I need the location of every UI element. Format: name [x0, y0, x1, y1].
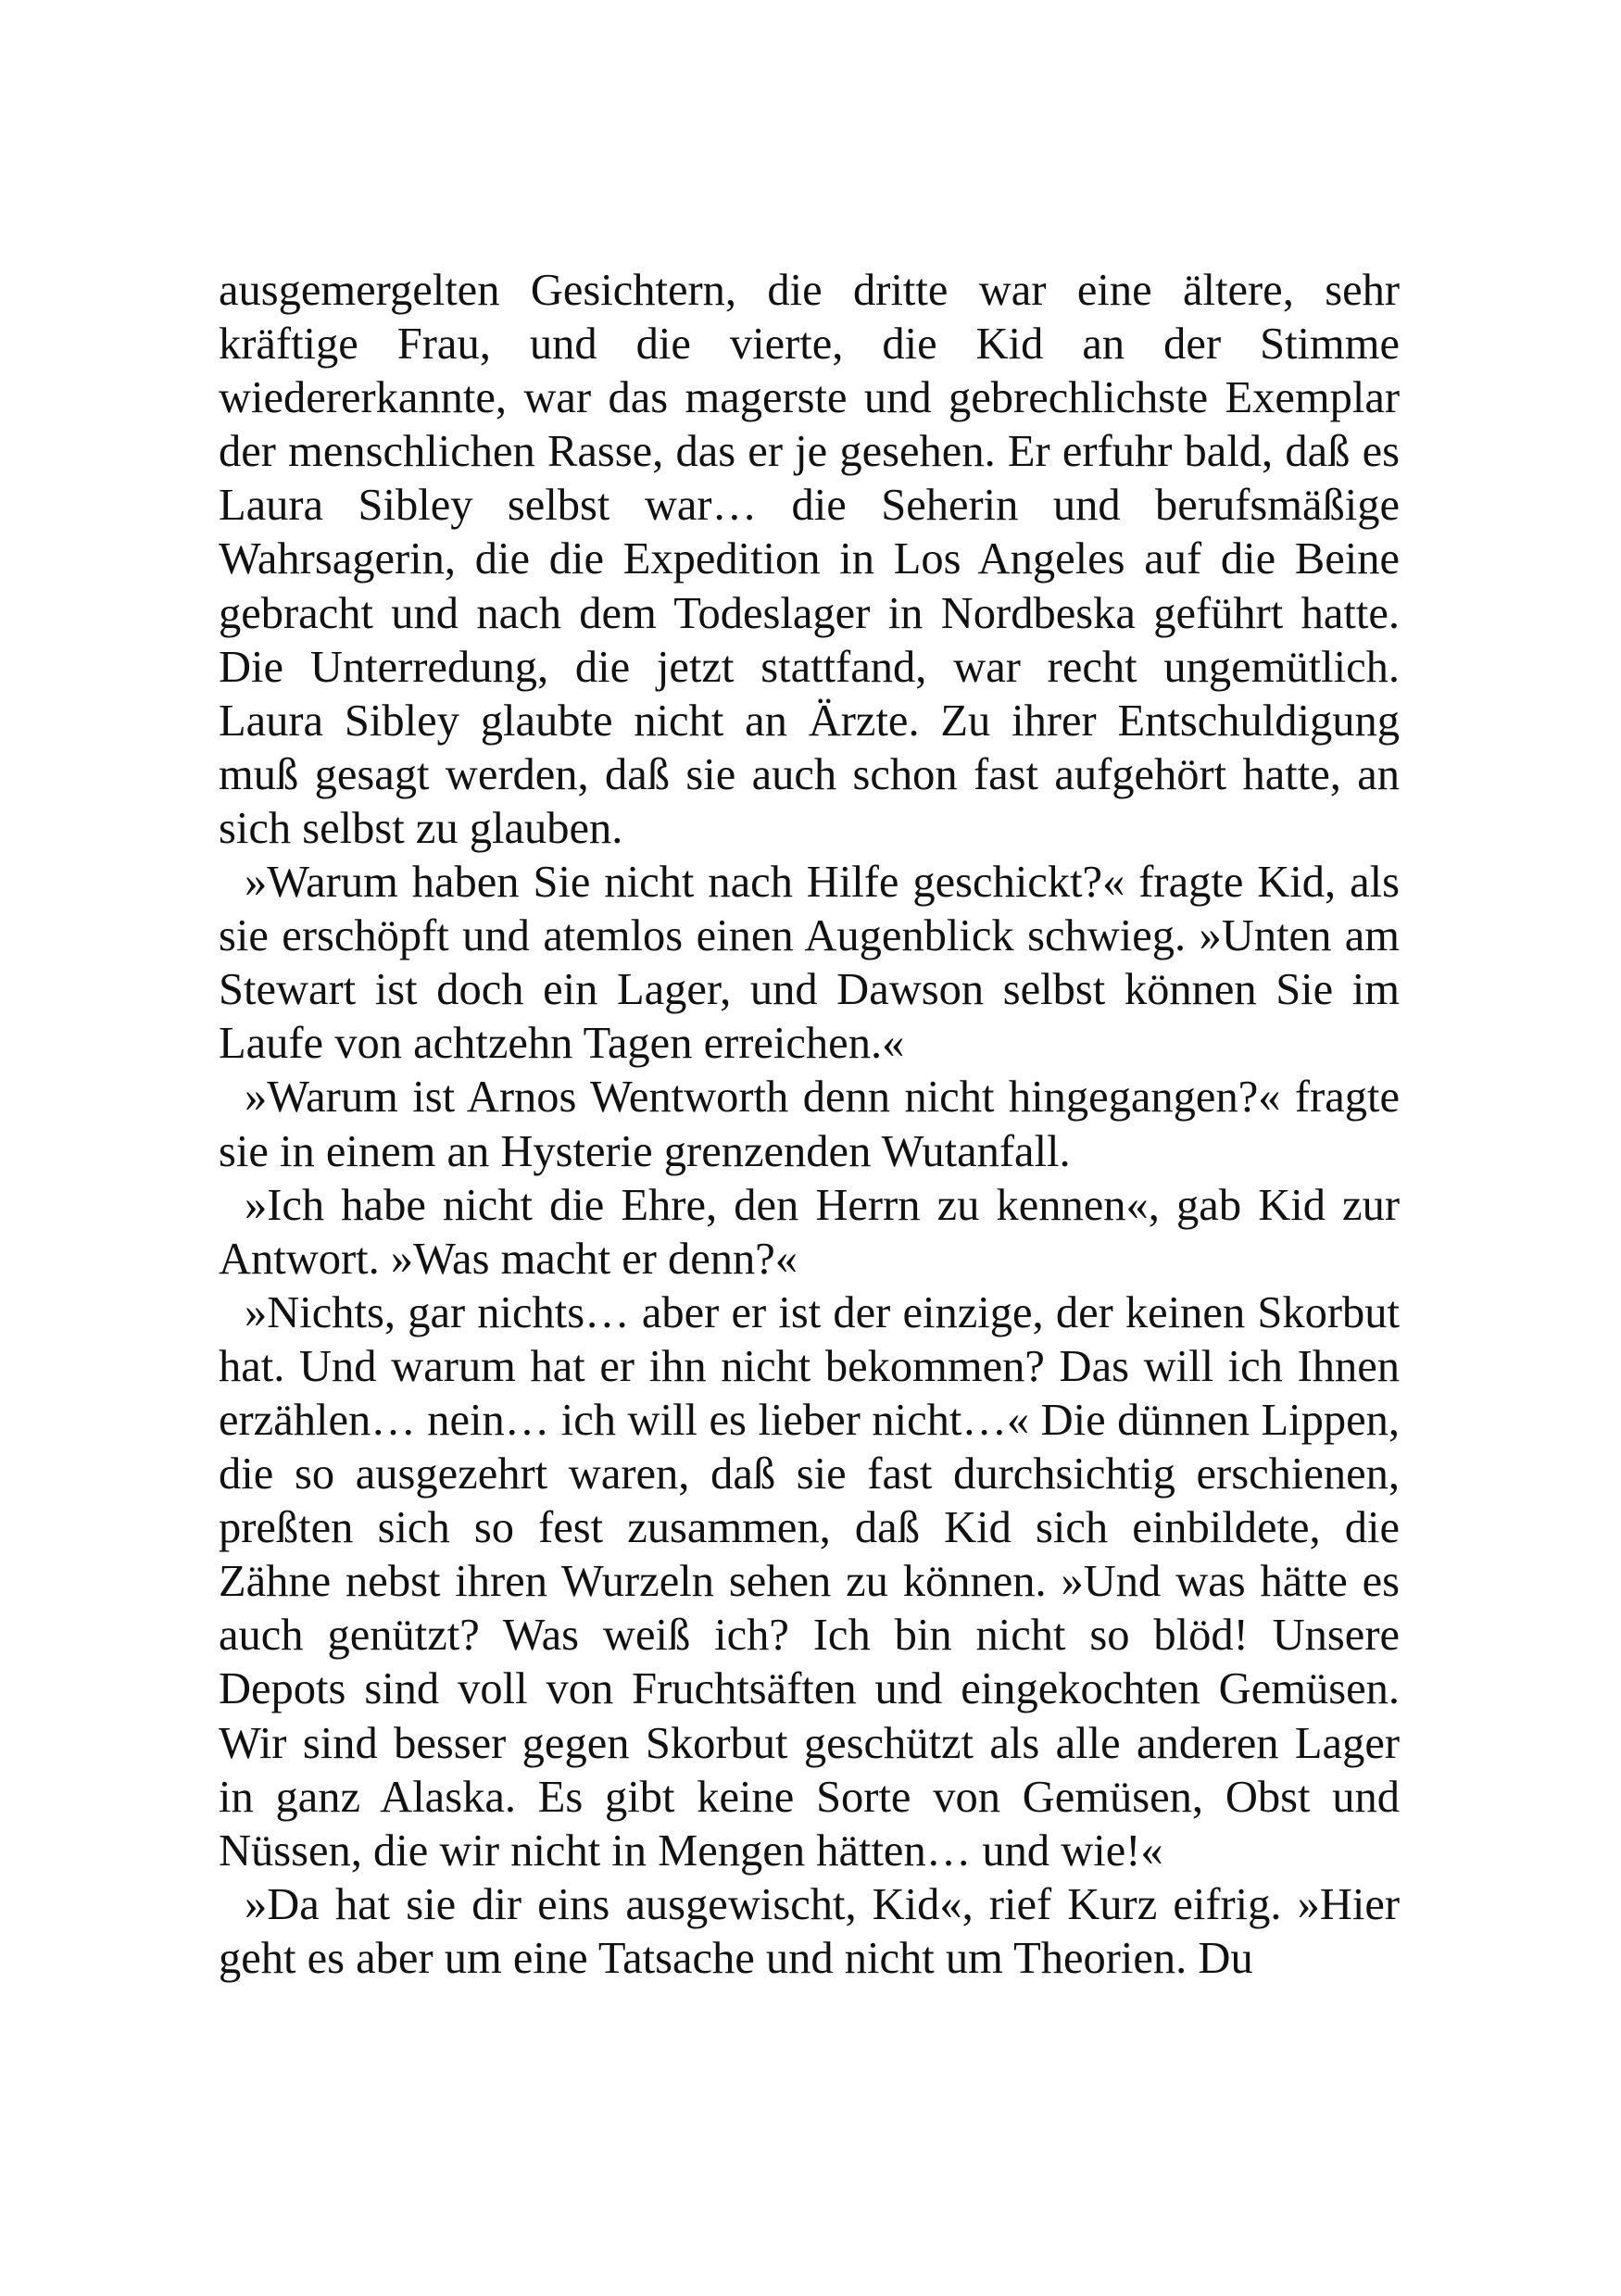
- paragraph-1: ausgemergelten Gesichtern, die dritte war eine ältere, sehr kräftige Frau, und die vierte, die Kid an der Stimme wiedererkannte, war das magerste und gebrechlichste Exemplar der menschlichen Rasse, das er je gesehen. Er erfuhr bald, daß es Laura Sibley selbst war… die Seherin und berufsmäßige Wahrsagerin, die die Expedition in Los Angeles auf die Beine gebracht und nach dem Todeslager in Nordbeska geführt hatte. Die Unterredung, die jetzt stattfand, war recht ungemütlich. Laura Sibley glaubte nicht an Ärzte. Zu ihrer Entschuldigung muß gesagt werden, daß sie auch schon fast aufgehört hatte, an sich selbst zu glauben.: [219, 266, 1400, 853]
- paragraph-4: »Ich habe nicht die Ehre, den Herrn zu kennen«, gab Kid zur Antwort. »Was macht er denn?«: [219, 1180, 1400, 1284]
- body-text: [219, 264, 1400, 1986]
- paragraph-6: »Da hat sie dir eins ausgewischt, Kid«, rief Kurz eifrig. »Hier geht es aber um eine Tatsache und nicht um Theorien. Du: [219, 1879, 1400, 1983]
- paragraph-3: »Warum ist Arnos Wentworth denn nicht hingegangen?« fragte sie in einem an Hysterie grenzenden Wutanfall.: [219, 1073, 1400, 1176]
- paragraph-5: »Nichts, gar nichts… aber er ist der einzige, der keinen Skorbut hat. Und warum hat er ihn nicht bekommen? Das will ich Ihnen erzählen… nein… ich will es lieber nicht…« Die dünnen Lippen, die so ausgezehrt waren, daß sie fast durchsichtig erschienen, preßten sich so fest zusammen, daß Kid sich einbildete, die Zähne nebst ihren Wurzeln sehen zu können. »Und was hätte es auch genützt? Was weiß ich? Ich bin nicht so blöd! Unsere Depots sind voll von Fruchtsäften und eingekochten Gemüsen. Wir sind besser gegen Skorbut geschützt als alle anderen Lager in ganz Alaska. Es gibt keine Sorte von Gemüsen, Obst und Nüssen, die wir nicht in Mengen hätten… und wie!«: [219, 1287, 1400, 1876]
- paragraph-2: »Warum haben Sie nicht nach Hilfe geschickt?« fragte Kid, als sie erschöpft und atemlos einen Augenblick schwieg. »Unten am Stewart ist doch ein Lager, und Dawson selbst können Sie im Laufe von achtzehn Tagen erreichen.«: [219, 858, 1400, 1069]
